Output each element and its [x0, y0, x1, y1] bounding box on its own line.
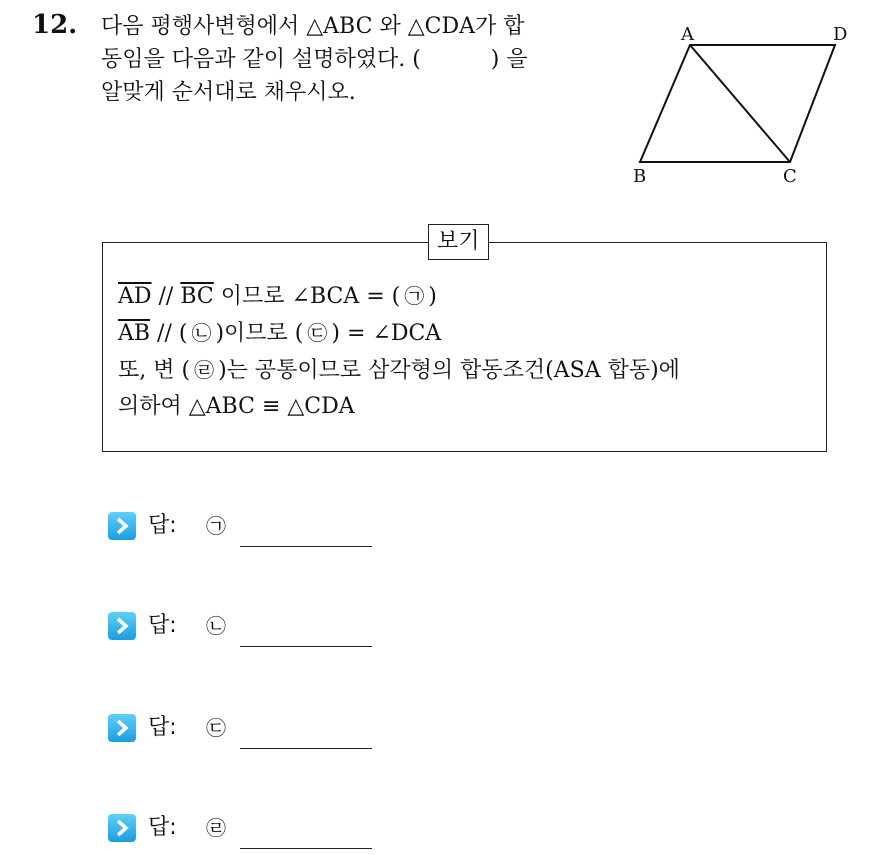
box-line-3-end: )는 공통이므로 삼각형의 합동조건(ASA 합동)에 [218, 358, 680, 383]
segment-ab: $\overline{AB}$ [118, 321, 151, 346]
box-line-1-text: 이므로 ∠BCA = ( [213, 284, 401, 309]
blank-mark-3: ㉢ [307, 321, 328, 345]
answer-label: 답: [148, 513, 177, 538]
box-line-4: 의하여 △ABC ≡ △CDA [118, 394, 355, 419]
vertex-label-a: A [681, 24, 694, 45]
question-line-1: 다음 평행사변형에서 △ABC 와 △CDA가 합 [101, 14, 525, 39]
answer-label: 답: [148, 815, 177, 840]
question-line-2: 동임을 다음과 같이 설명하였다. ( ) 을 [101, 47, 528, 72]
answer-mark: ㉠ [206, 514, 226, 538]
box-line-2-text: // ( [150, 321, 188, 346]
answer-blank[interactable] [240, 546, 372, 547]
vertex-label-c: C [783, 166, 797, 187]
blank-mark-4: ㉣ [194, 358, 215, 382]
box-line-1 [118, 278, 818, 315]
chevron-right-icon [108, 814, 136, 842]
question-number: 12. [32, 10, 78, 40]
parallelogram-shape [640, 45, 835, 162]
box-line-3 [118, 352, 818, 389]
box-line-2-text2: )이므로 ( [215, 321, 304, 346]
parallelogram-figure [610, 10, 880, 190]
segment-bc: $\overline{BC}$ [180, 284, 214, 309]
answer-blank[interactable] [240, 748, 372, 749]
question-line-3: 알맞게 순서대로 채우시오. [101, 80, 356, 105]
box-line-1-end: ) [428, 284, 437, 309]
answer-label: 답: [148, 715, 177, 740]
answer-mark: ㉡ [206, 614, 226, 638]
blank-mark-2: ㉡ [191, 321, 212, 345]
example-box-title: 보기 [428, 224, 489, 260]
answer-blank[interactable] [240, 848, 372, 849]
question-text [101, 10, 621, 109]
answer-mark: ㉣ [206, 816, 226, 840]
answer-mark: ㉢ [206, 716, 226, 740]
chevron-right-icon [108, 512, 136, 540]
chevron-right-icon [108, 612, 136, 640]
box-line-3-text: 또, 변 ( [118, 358, 191, 383]
blank-mark-1: ㉠ [404, 284, 425, 308]
chevron-right-icon [108, 714, 136, 742]
box-line-2 [118, 315, 818, 352]
parallel-symbol: // [151, 284, 181, 309]
example-box-body [118, 278, 818, 425]
answer-blank[interactable] [240, 646, 372, 647]
segment-ad: $\overline{AD}$ [118, 284, 152, 309]
answer-label: 답: [148, 613, 177, 638]
diagonal-ac [690, 45, 790, 162]
box-line-2-end: ) = ∠DCA [331, 321, 442, 346]
vertex-label-d: D [833, 24, 848, 45]
vertex-label-b: B [633, 166, 647, 187]
